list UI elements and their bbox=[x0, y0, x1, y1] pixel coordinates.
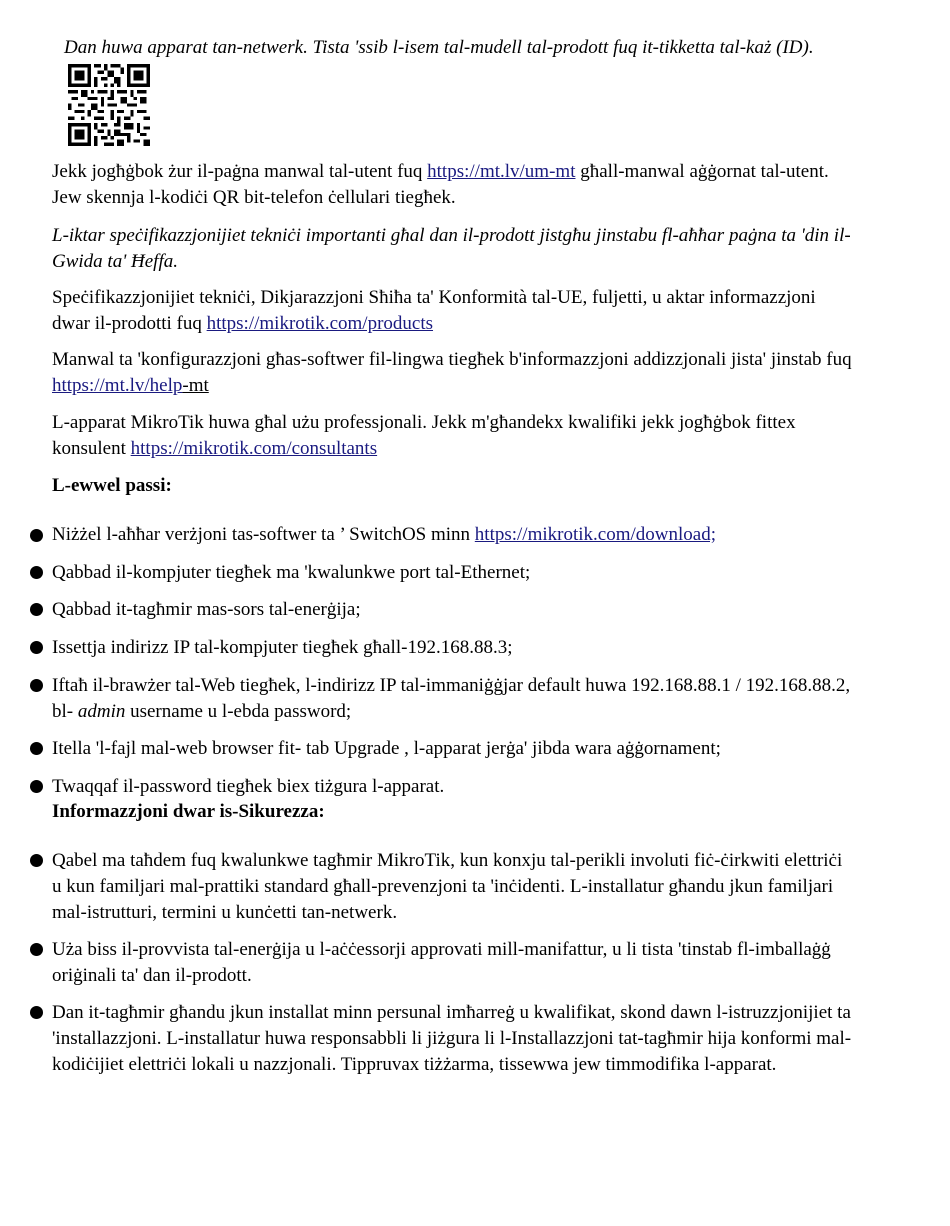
safety-heading: Informazzjoni dwar is-Sikurezza: bbox=[52, 801, 325, 822]
step-download-text: Niżżel l-aħħar verżjoni tas-softwer ta ’ SwitchOS minn bbox=[52, 524, 475, 545]
bullet-dot bbox=[30, 603, 43, 616]
user-manual-link[interactable]: https://mt.lv/um-mt bbox=[427, 161, 576, 182]
bullet-dot bbox=[30, 679, 43, 692]
help-link-suffix: -mt bbox=[182, 375, 209, 396]
step-open-browser bbox=[52, 673, 852, 725]
products-paragraph bbox=[52, 285, 852, 337]
products-link[interactable]: https://mikrotik.com/products bbox=[206, 313, 434, 334]
bullet-dot bbox=[30, 529, 43, 542]
first-steps-heading: L-ewwel passi: bbox=[52, 475, 172, 496]
consultants-paragraph bbox=[52, 410, 852, 462]
step-upgrade: Itella 'l-fajl mal-web browser fit- tab Upgrade , l-apparat jerġa' jibda wara aġġornament; bbox=[52, 738, 721, 759]
safety-item-power-supply: Uża biss il-provvista tal-enerġija u l-aċċessorji approvati mill-manifattur, u li tista 'tinstab fl-imballaġġ oriġinali ta' dan il-prodott. bbox=[52, 939, 831, 986]
intro-text: Dan huwa apparat tan-netwerk. Tista 'ssib l-isem tal-mudell tal-prodott fuq it-tikketta tal-każ (ID). bbox=[64, 37, 814, 58]
bullet-dot bbox=[30, 1006, 43, 1019]
bullet-dot bbox=[30, 641, 43, 654]
products-text: Speċifikazzjonijiet tekniċi, Dikjarazzjoni Sħiħa ta' Konformità tal-UE, fuljetti, u aktar informazzjoni dwar il-prodotti fuq bbox=[52, 287, 816, 334]
download-link[interactable]: https://mikrotik.com/download; bbox=[474, 524, 716, 545]
help-text: Manwal ta 'konfigurazzjoni għas-softwer fil-lingwa tiegħek b'informazzjoni addizzjonali jista' jinstab fuq bbox=[52, 349, 852, 370]
consultants-text: L-apparat MikroTik huwa għal użu professjonali. Jekk m'għandekx kwalifiki jekk jogħġbok fittex konsulent bbox=[52, 412, 796, 459]
user-manual-text: Jekk jogħġbok żur il-paġna manwal tal-utent fuq bbox=[52, 161, 428, 182]
step-download bbox=[52, 522, 852, 548]
safety-item-installation: Dan it-tagħmir għandu jkun installat minn persunal imħarreġ u kwalifikat, skond dawn l-istruzzjonijiet ta 'installazzjoni. L-installatur huwa responsabbli li jiżgura li l-Installazzjoni tat-tagħmir hija konformi mal-kodiċijiet elettriċi lokali u nazzjonali. Tippruvax tiżżarma, tissewwa jew timmodifika l-apparat. bbox=[52, 1002, 852, 1075]
step-open-browser-text: Iftaħ il-brawżer tal-Web tiegħek, l-indirizz IP tal-immaniġġjar default huwa 192.168.88.1 / 192.168.88.2, bl- bbox=[52, 675, 851, 722]
step-set-ip: Issettja indirizz IP tal-kompjuter tiegħek għall-192.168.88.3; bbox=[52, 637, 513, 658]
user-manual-text-after: għall-manwal aġġornat tal-utent. Jew skennja l-kodiċi QR bit-telefon ċellulari tiegħek. bbox=[52, 161, 829, 208]
step-connect-computer: Qabbad il-kompjuter tiegħek ma 'kwalunkwe port tal-Ethernet; bbox=[52, 562, 531, 583]
bullet-dot bbox=[30, 943, 43, 956]
step-set-password: Twaqqaf il-password tiegħek biex tiżgura l-apparat. bbox=[52, 776, 445, 797]
step-open-browser-text-after: username u l-ebda password; bbox=[125, 701, 352, 722]
bullet-dot bbox=[30, 780, 43, 793]
consultants-link[interactable]: https://mikrotik.com/consultants bbox=[130, 438, 378, 459]
qr-code bbox=[68, 64, 150, 146]
bullet-dot bbox=[30, 566, 43, 579]
help-paragraph bbox=[52, 347, 852, 399]
bullet-dot bbox=[30, 742, 43, 755]
step-connect-power: Qabbad it-tagħmir mas-sors tal-enerġija; bbox=[52, 599, 361, 620]
user-manual-paragraph bbox=[52, 159, 852, 211]
bullet-dot bbox=[30, 854, 43, 867]
safety-item-hazards: Qabel ma taħdem fuq kwalunkwe tagħmir MikroTik, kun konxju tal-perikli involuti fiċ-ċirkwiti elettriċi u kun familjari mal-prattiki standard għall-prevenzjoni ta 'inċidenti. L-installatur għandu jkun familjari mal-istrutturi, termini u kunċetti tan-netwerk. bbox=[52, 850, 843, 923]
specs-note-paragraph: L-iktar speċifikazzjonijiet tekniċi importanti għal dan il-prodott jistgħu jinstabu fl-aħħar paġna ta 'din il-Gwida ta' Ħeffa. bbox=[52, 225, 851, 272]
help-link[interactable]: https://mt.lv/help bbox=[52, 375, 183, 396]
admin-username: admin bbox=[77, 701, 126, 722]
